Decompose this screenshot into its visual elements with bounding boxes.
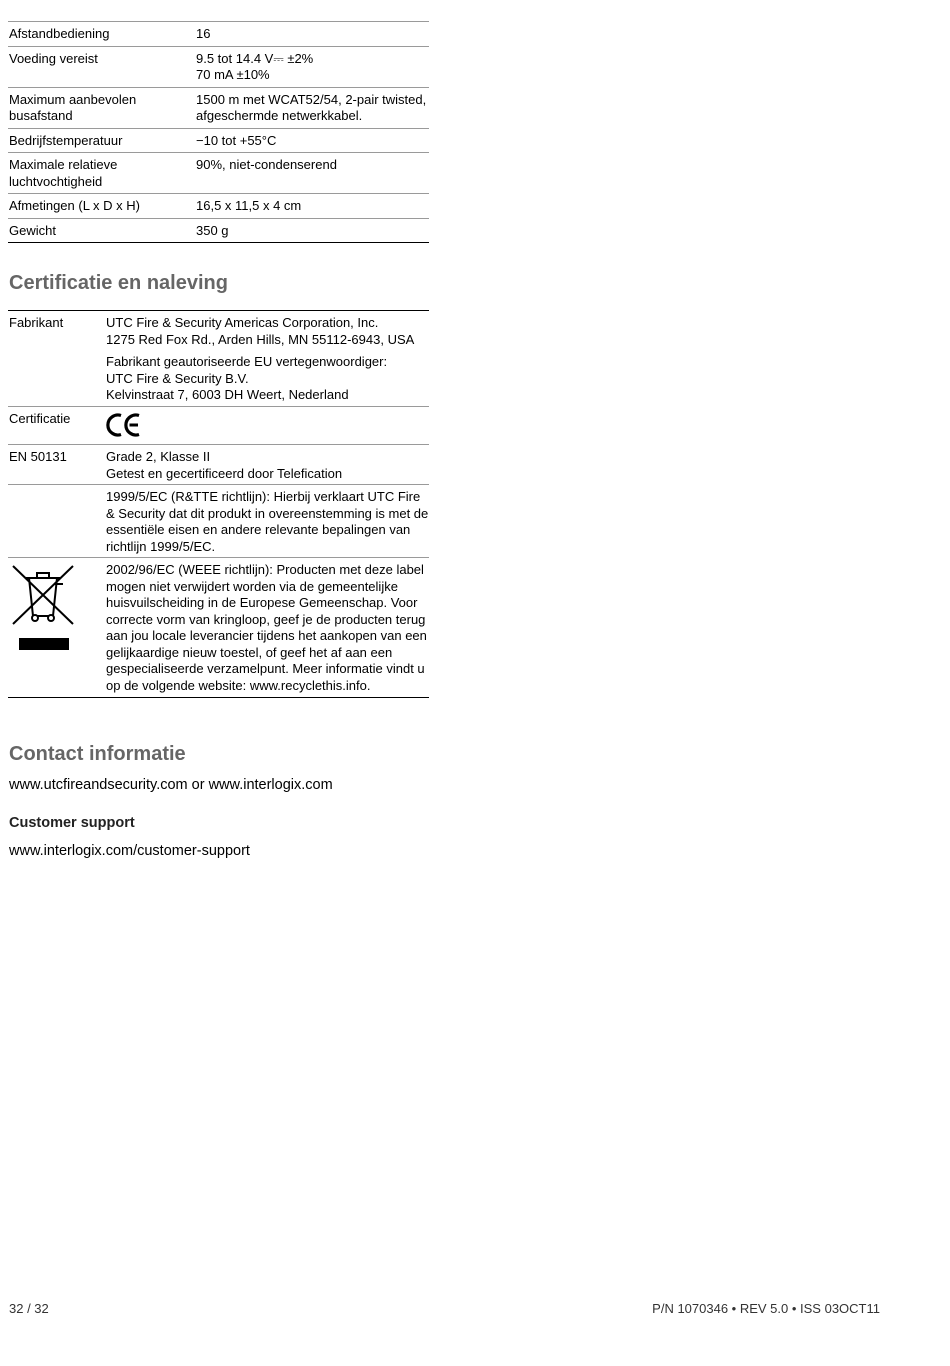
cert-label: Certificatie	[8, 406, 105, 445]
cert-label: Fabrikant	[9, 315, 64, 330]
eu-representative: Fabrikant geautoriseerde EU vertegenwoordiger: UTC Fire & Security B.V. Kelvinstraat 7, 6003 DH Weert, Nederland	[106, 354, 388, 402]
cert-row-certificatie	[8, 406, 429, 445]
part-number: P/N 1070346 • REV 5.0 • ISS 03OCT11	[652, 1301, 880, 1316]
spec-row	[8, 153, 429, 194]
cert-row-rtte	[8, 485, 429, 558]
customer-support-heading: Customer support	[9, 815, 135, 831]
spec-value: 1500 m met WCAT52/54, 2-pair twisted, afgeschermde netwerkkabel.	[195, 87, 429, 128]
spec-value: 16,5 x 11,5 x 4 cm	[195, 194, 429, 219]
section-heading-contact: Contact informatie	[9, 743, 186, 765]
cert-label: EN 50131	[8, 445, 105, 485]
spec-row	[8, 22, 429, 47]
spec-label: Bedrijfstemperatuur	[8, 128, 195, 153]
cert-row-en50131	[8, 445, 429, 485]
page-number: 32 / 32	[9, 1301, 49, 1316]
spec-row	[8, 87, 429, 128]
weee-text: 2002/96/EC (WEEE richtlijn): Producten met deze label mogen niet verwijdert worden via de gemeentelijke huisvuilscheiding in de Europese Gemeenschap. Voor correcte vorm van kringloop, geef je de producten terug aan jou locale leverancier tijdens het aankopen van een gelijkaardige nieuw toestel, of geef het af aan een gespecialiseerde verzamelpunt. Meer informatie vindt u op de volgende website: www.recyclethis.info.	[105, 558, 429, 698]
spec-value: 16	[195, 22, 429, 47]
spec-value: −10 tot +55°C	[195, 128, 429, 153]
fabrikant-address: UTC Fire & Security Americas Corporation, Inc. 1275 Red Fox Rd., Arden Hills, MN 55112-6943, USA	[106, 315, 415, 347]
spec-label: Gewicht	[8, 218, 195, 243]
spec-label: Voeding vereist	[8, 46, 195, 87]
spec-value: 90%, niet-condenserend	[195, 153, 429, 194]
customer-support-link: www.interlogix.com/customer-support	[9, 843, 250, 859]
spec-label: Afstandbediening	[8, 22, 195, 47]
cert-row-fabrikant	[8, 311, 429, 407]
spec-row	[8, 128, 429, 153]
certification-table	[8, 310, 429, 698]
spec-label: Maximale relatieve luchtvochtigheid	[8, 153, 195, 194]
weee-crossed-bin-icon	[11, 564, 75, 654]
spec-label: Maximum aanbevolen busafstand	[8, 87, 195, 128]
ce-mark-icon	[106, 412, 142, 438]
contact-links: www.utcfireandsecurity.com or www.interlogix.com	[9, 777, 333, 793]
spec-value: 350 g	[195, 218, 429, 243]
spec-row	[8, 194, 429, 219]
specifications-table	[8, 21, 429, 243]
rtte-text: 1999/5/EC (R&TTE richtlijn): Hierbij verklaart UTC Fire & Security dat dit produkt in overeenstemming is met de essentiële eisen en andere relevante bepalingen van richtlijn 1999/5/EC.	[105, 485, 429, 558]
spec-row	[8, 46, 429, 87]
en50131-value: Grade 2, Klasse II Getest en gecertificeerd door Telefication	[105, 445, 429, 485]
cert-row-weee	[8, 558, 429, 698]
spec-value: 9.5 tot 14.4 V⎓ ±2% 70 mA ±10%	[195, 46, 429, 87]
spec-label: Afmetingen (L x D x H)	[8, 194, 195, 219]
section-heading-certification: Certificatie en naleving	[9, 272, 228, 294]
spec-row	[8, 218, 429, 243]
